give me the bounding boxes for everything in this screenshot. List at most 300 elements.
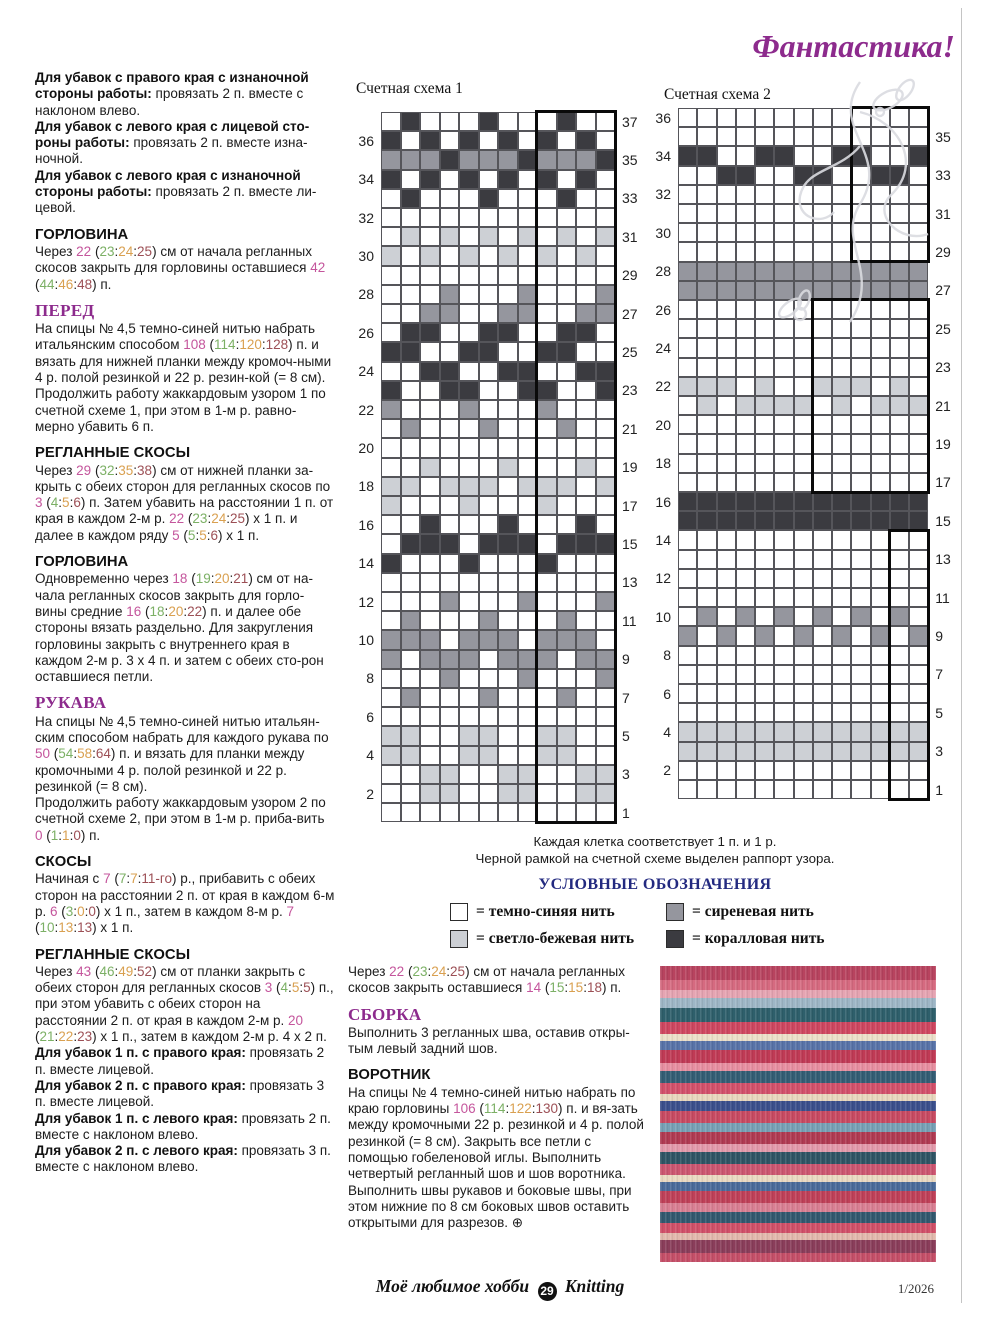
section-heading: РУКАВА xyxy=(35,693,107,713)
chart-cell xyxy=(381,573,401,592)
chart-cell xyxy=(401,669,421,688)
chart-cell xyxy=(576,227,596,246)
chart-cell xyxy=(832,607,851,626)
chart-cell xyxy=(813,185,832,204)
chart-cell xyxy=(794,415,813,434)
chart-cell xyxy=(459,496,479,515)
chart-cell xyxy=(697,300,716,319)
footer-magazine-name: Моё любимое хобби xyxy=(375,1276,530,1296)
chart-cell xyxy=(518,726,538,745)
chart-cell xyxy=(736,646,755,665)
chart-cell xyxy=(381,803,401,822)
chart-cell xyxy=(498,266,518,285)
chart-cell xyxy=(381,592,401,611)
chart-cell xyxy=(678,607,697,626)
chart-cell xyxy=(736,262,755,281)
paragraph: На спицы № 4,5 темно-синей нитью итальян-ским способом набрать для каждого рукава по 50 (54:58:64) п. и вязать для планки между кромочными 4 р. полой резинкой и 22 р. резинкой (= 8 см). xyxy=(35,713,329,794)
chart-cell xyxy=(557,189,577,208)
chart-cell xyxy=(537,650,557,669)
row-number: 19 xyxy=(935,436,951,452)
chart-cell xyxy=(537,765,557,784)
chart-cell xyxy=(717,300,736,319)
row-number: 21 xyxy=(935,397,951,414)
chart-cell xyxy=(851,185,870,204)
chart-cell xyxy=(518,304,538,323)
row-number: 28 xyxy=(655,263,671,280)
chart-cell xyxy=(381,246,401,265)
chart-cell xyxy=(678,377,697,396)
chart-cell xyxy=(381,554,401,573)
chart-cell xyxy=(498,726,518,745)
row-number: 5 xyxy=(622,728,630,744)
chart-cell xyxy=(537,170,557,189)
chart-cell xyxy=(498,246,518,265)
chart-cell xyxy=(576,650,596,669)
chart-cell xyxy=(537,458,557,477)
chart-cell xyxy=(736,185,755,204)
chart-cell xyxy=(537,746,557,765)
chart-cell xyxy=(697,108,716,127)
chart-cell xyxy=(459,784,479,803)
chart-cell xyxy=(736,108,755,127)
chart-cell xyxy=(459,304,479,323)
chart-cell xyxy=(557,765,577,784)
chart-cell xyxy=(381,534,401,553)
chart-cell xyxy=(871,761,890,780)
chart-cell xyxy=(871,281,890,300)
row-number: 31 xyxy=(622,228,638,245)
chart-cell xyxy=(459,688,479,707)
chart-cell xyxy=(871,223,890,242)
chart-cell xyxy=(813,204,832,223)
chart-cell xyxy=(832,761,851,780)
chart-cell xyxy=(774,127,793,146)
chart-cell xyxy=(678,166,697,185)
chart-cell xyxy=(479,554,499,573)
row-number: 26 xyxy=(655,301,671,318)
chart-cell xyxy=(794,492,813,511)
chart-cell xyxy=(401,803,421,822)
row-number: 29 xyxy=(935,244,951,260)
chart-cell xyxy=(736,511,755,530)
chart-cell xyxy=(717,626,736,645)
chart-cell xyxy=(479,726,499,745)
chart-cell xyxy=(576,208,596,227)
chart-cell xyxy=(678,127,697,146)
chart-cell xyxy=(557,304,577,323)
chart-cell xyxy=(381,707,401,726)
issue-number-badge: 29 xyxy=(538,1282,557,1301)
chart-cell xyxy=(755,185,774,204)
chart-cell xyxy=(440,573,460,592)
chart-cell xyxy=(576,419,596,438)
chart-cell xyxy=(381,266,401,285)
chart-cell xyxy=(440,112,460,131)
chart-cell xyxy=(794,761,813,780)
chart-cell xyxy=(518,400,538,419)
chart-cell xyxy=(909,204,928,223)
chart-cell xyxy=(890,262,909,281)
chart-cell xyxy=(596,438,616,457)
chart-cell xyxy=(794,646,813,665)
chart-cell xyxy=(871,530,890,549)
chart-cell xyxy=(813,166,832,185)
chart-caption-line2: Черной рамкой на счетной схеме выделен раппорт узора. xyxy=(475,851,835,866)
chart-cell xyxy=(813,338,832,357)
chart-cell xyxy=(832,722,851,741)
chart-cell xyxy=(871,166,890,185)
chart-cell xyxy=(557,381,577,400)
chart-cell xyxy=(498,131,518,150)
chart-cell xyxy=(498,650,518,669)
chart-cell xyxy=(832,511,851,530)
row-number: 19 xyxy=(622,459,638,476)
chart-cell xyxy=(537,669,557,688)
chart-cell xyxy=(498,342,518,361)
chart-cell xyxy=(890,108,909,127)
chart-cell xyxy=(518,362,538,381)
chart-cell xyxy=(420,573,440,592)
row-number: 26 xyxy=(358,324,374,341)
legend-swatch xyxy=(450,930,468,948)
chart-cell xyxy=(909,569,928,588)
chart-cell xyxy=(557,784,577,803)
chart-cell xyxy=(890,646,909,665)
chart-cell xyxy=(717,319,736,338)
chart-cell xyxy=(518,438,538,457)
chart-cell xyxy=(755,588,774,607)
chart-cell xyxy=(717,550,736,569)
chart-cell xyxy=(557,534,577,553)
chart-cell xyxy=(794,742,813,761)
chart-cell xyxy=(774,569,793,588)
chart-cell xyxy=(871,703,890,722)
chart-cell xyxy=(459,534,479,553)
chart-cell xyxy=(440,707,460,726)
chart-cell xyxy=(518,208,538,227)
chart-cell xyxy=(890,665,909,684)
chart-cell xyxy=(459,765,479,784)
row-number: 7 xyxy=(935,666,944,683)
chart-cell xyxy=(851,665,870,684)
subsection-heading: РЕГЛАННЫЕ СКОСЫ xyxy=(35,946,191,963)
chart-cell xyxy=(774,281,793,300)
chart-cell xyxy=(381,726,401,745)
chart-cell xyxy=(755,281,774,300)
chart-cell xyxy=(420,650,440,669)
chart-cell xyxy=(440,170,460,189)
row-number: 3 xyxy=(622,766,630,783)
chart-cell xyxy=(697,722,716,741)
chart-cell xyxy=(890,223,909,242)
chart-cell xyxy=(576,458,596,477)
chart-cell xyxy=(518,554,538,573)
chart-cell xyxy=(678,511,697,530)
chart-cell xyxy=(537,784,557,803)
chart-cell xyxy=(678,434,697,453)
chart-cell xyxy=(755,761,774,780)
legend-label: = сиреневая нить xyxy=(692,903,814,920)
chart-cell xyxy=(890,319,909,338)
chart-cell xyxy=(440,266,460,285)
chart-cell xyxy=(678,569,697,588)
chart-cell xyxy=(420,688,440,707)
row-number: 35 xyxy=(935,128,951,145)
chart-cell xyxy=(890,338,909,357)
chart-cell xyxy=(420,784,440,803)
chart-cell xyxy=(736,281,755,300)
chart-cell xyxy=(440,150,460,169)
chart-cell xyxy=(909,684,928,703)
chart-cell xyxy=(871,511,890,530)
chart-cell xyxy=(596,458,616,477)
chart-cell xyxy=(697,146,716,165)
chart-cell xyxy=(678,665,697,684)
chart-cell xyxy=(717,281,736,300)
chart-cell xyxy=(678,761,697,780)
chart-cell xyxy=(557,112,577,131)
chart-cell xyxy=(576,554,596,573)
chart-cell xyxy=(576,669,596,688)
chart-cell xyxy=(381,170,401,189)
chart-cell xyxy=(871,185,890,204)
chart-cell xyxy=(755,434,774,453)
chart-cell xyxy=(909,415,928,434)
chart-cell xyxy=(479,227,499,246)
paragraph: Одновременно через 18 (19:20:21) см от на-чала регланных скосов закрыть для горло-вины средние 16 (18:20:22) п. и далее обе стороны вязать раздельно. Для закругления горловины закрыть с внутреннего края в каждом 2-м р. 3 x 4 п. и затем с обеих сто-рон оставшиеся петли. xyxy=(35,571,324,685)
chart-cell xyxy=(518,515,538,534)
chart-cell xyxy=(557,246,577,265)
chart-cell xyxy=(871,338,890,357)
legend-label: = светло-бежевая нить xyxy=(476,930,635,947)
chart-cell xyxy=(755,569,774,588)
chart-cell xyxy=(498,208,518,227)
chart-cell xyxy=(909,319,928,338)
row-number: 2 xyxy=(663,762,671,779)
chart-cell xyxy=(871,780,890,799)
chart-cell xyxy=(518,765,538,784)
chart-cell xyxy=(909,646,928,665)
chart-cell xyxy=(774,665,793,684)
chart-cell xyxy=(420,438,440,457)
chart-cell xyxy=(401,208,421,227)
chart-cell xyxy=(381,189,401,208)
chart-cell xyxy=(832,204,851,223)
chart-cell xyxy=(813,396,832,415)
chart-cell xyxy=(440,323,460,342)
row-number: 8 xyxy=(366,670,374,687)
chart-cell xyxy=(717,454,736,473)
chart-cell xyxy=(774,108,793,127)
chart-cell xyxy=(794,588,813,607)
chart-cell xyxy=(401,323,421,342)
chart-cell xyxy=(794,242,813,261)
chart-cell xyxy=(576,150,596,169)
chart-cell xyxy=(401,304,421,323)
chart-cell xyxy=(871,550,890,569)
chart-cell xyxy=(851,108,870,127)
chart-cell xyxy=(774,242,793,261)
chart-cell xyxy=(794,108,813,127)
chart-cell xyxy=(755,626,774,645)
chart-cell xyxy=(557,438,577,457)
chart-cell xyxy=(890,569,909,588)
chart-cell xyxy=(479,150,499,169)
chart-cell xyxy=(832,281,851,300)
chart-cell xyxy=(890,684,909,703)
chart-cell xyxy=(871,377,890,396)
chart-cell xyxy=(459,323,479,342)
chart-cell xyxy=(576,726,596,745)
chart-cell xyxy=(736,665,755,684)
chart-cell xyxy=(479,189,499,208)
chart-cell xyxy=(440,534,460,553)
chart-cell xyxy=(909,358,928,377)
chart-cell xyxy=(498,381,518,400)
chart-cell xyxy=(717,665,736,684)
chart-cell xyxy=(440,419,460,438)
chart-cell xyxy=(596,400,616,419)
chart-cell xyxy=(813,281,832,300)
chart-cell xyxy=(537,611,557,630)
chart-cell xyxy=(498,534,518,553)
chart-cell xyxy=(498,611,518,630)
chart-cell xyxy=(479,131,499,150)
chart-cell xyxy=(678,454,697,473)
chart-cell xyxy=(794,550,813,569)
chart-cell xyxy=(697,434,716,453)
chart-cell xyxy=(537,573,557,592)
chart-cell xyxy=(774,319,793,338)
chart-cell xyxy=(576,611,596,630)
chart-cell xyxy=(557,630,577,649)
chart-cell xyxy=(498,304,518,323)
paragraph: Для убавок с левого края с изнаночной стороны работы: провязать 2 п. вместе ли-цевой. xyxy=(35,167,317,216)
chart-cell xyxy=(678,626,697,645)
chart-cell xyxy=(774,166,793,185)
chart-cell xyxy=(890,146,909,165)
chart-cell xyxy=(479,534,499,553)
row-number: 13 xyxy=(935,551,951,568)
chart-cell xyxy=(596,362,616,381)
chart-cell xyxy=(717,108,736,127)
chart-cell xyxy=(832,338,851,357)
chart-cell xyxy=(557,323,577,342)
chart-cell xyxy=(596,304,616,323)
paragraph: На спицы № 4,5 темно-синей нитью набрать итальянским способом 108 (114:120:128) п. и вязать для нижней планки между кромоч-ными 4 р. полой резинкой и 22 р. резин-кой (= 8 см). xyxy=(35,321,332,386)
chart-cell xyxy=(576,688,596,707)
knitted-fabric-photo xyxy=(660,966,936,1262)
chart-cell xyxy=(498,630,518,649)
chart-cell xyxy=(498,592,518,611)
chart-cell xyxy=(890,454,909,473)
chart-cell xyxy=(832,377,851,396)
chart-cell xyxy=(678,223,697,242)
chart-cell xyxy=(459,208,479,227)
chart-cell xyxy=(851,242,870,261)
chart-cell xyxy=(890,492,909,511)
chart-cell xyxy=(678,415,697,434)
chart-cell xyxy=(576,285,596,304)
chart-cell xyxy=(576,784,596,803)
chart-cell xyxy=(381,381,401,400)
chart-cell xyxy=(440,362,460,381)
chart-cell xyxy=(401,746,421,765)
chart-cell xyxy=(518,458,538,477)
chart-cell xyxy=(813,684,832,703)
chart-cell xyxy=(890,511,909,530)
chart-cell xyxy=(774,626,793,645)
chart-cell xyxy=(832,319,851,338)
chart-cell xyxy=(871,646,890,665)
chart-cell xyxy=(518,573,538,592)
chart-cell xyxy=(813,722,832,741)
row-number: 6 xyxy=(366,708,374,725)
chart-cell xyxy=(851,761,870,780)
chart-cell xyxy=(596,784,616,803)
chart-cell xyxy=(871,454,890,473)
chart-cell xyxy=(557,131,577,150)
chart-cell xyxy=(871,607,890,626)
chart-cell xyxy=(755,454,774,473)
chart-cell xyxy=(576,515,596,534)
chart-cell xyxy=(851,530,870,549)
chart-cell xyxy=(479,438,499,457)
row-number: 29 xyxy=(622,267,638,284)
chart-cell xyxy=(909,722,928,741)
chart-cell xyxy=(401,419,421,438)
row-number: 8 xyxy=(663,647,671,664)
chart-cell xyxy=(813,262,832,281)
chart-cell xyxy=(401,534,421,553)
chart-cell xyxy=(596,707,616,726)
paragraph: Для убавок с левого края с лицевой сто-роны работы: провязать 2 п. вместе изна-ночной. xyxy=(35,118,310,167)
chart-cell xyxy=(518,688,538,707)
chart-cell xyxy=(459,266,479,285)
chart-cell xyxy=(871,588,890,607)
chart-cell xyxy=(736,242,755,261)
chart-cell xyxy=(813,108,832,127)
chart-cell xyxy=(479,669,499,688)
chart-cell xyxy=(813,607,832,626)
chart-cell xyxy=(813,319,832,338)
chart-cell xyxy=(381,630,401,649)
row-number: 22 xyxy=(655,378,671,395)
chart-cell xyxy=(736,780,755,799)
chart-cell xyxy=(851,127,870,146)
row-number: 10 xyxy=(358,632,374,648)
chart-cell xyxy=(420,112,440,131)
chart-cell xyxy=(537,112,557,131)
chart-cell xyxy=(420,189,440,208)
chart-cell xyxy=(909,473,928,492)
chart-cell xyxy=(717,146,736,165)
chart-cell xyxy=(479,803,499,822)
chart-cell xyxy=(813,646,832,665)
chart-cell xyxy=(459,362,479,381)
chart-cell xyxy=(871,108,890,127)
chart-cell xyxy=(479,496,499,515)
chart-cell xyxy=(755,300,774,319)
chart-cell xyxy=(557,266,577,285)
chart-cell xyxy=(596,170,616,189)
chart-cell xyxy=(851,319,870,338)
chart-cell xyxy=(498,573,518,592)
chart-cell xyxy=(420,630,440,649)
chart-cell xyxy=(697,358,716,377)
chart-cell xyxy=(440,131,460,150)
chart-cell xyxy=(909,434,928,453)
